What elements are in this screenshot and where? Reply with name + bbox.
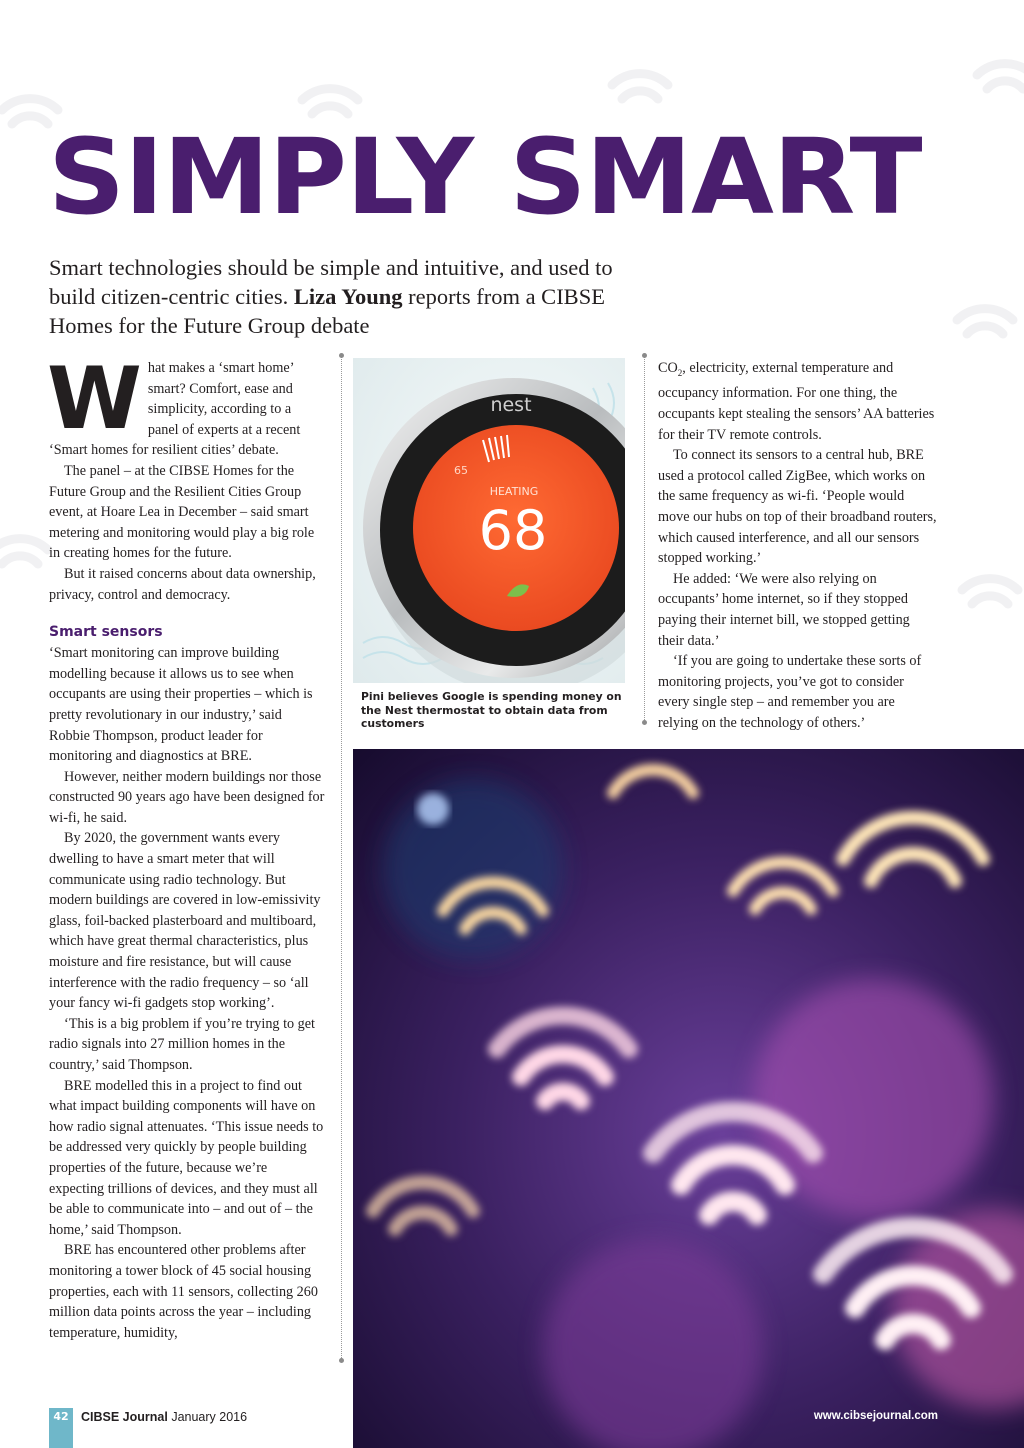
nest-temperature: 68 (478, 499, 548, 562)
paragraph: The panel – at the CIBSE Homes for the Future Group and the Resilient Cities Group event, at Hoare Lea in December – said smart metering and monitoring would play a big role in creating homes for the future. (49, 462, 315, 562)
footer-journal (81, 1410, 247, 1424)
footer-url[interactable]: www.cibsejournal.com (813, 1410, 938, 1422)
nest-brand: nest (490, 394, 532, 416)
photo-caption: Pini believes Google is spending money on the Nest thermostat to obtain data from customers (361, 690, 622, 730)
paragraph: ‘If you are going to undertake these sorts of monitoring projects, you’ve got to consider every single step – and remember you are relying on the technology of others.’ (658, 653, 922, 731)
nest-thermostat-photo (353, 358, 625, 683)
author-name: Liza Young (293, 284, 403, 309)
paragraph: ‘This is a big problem if you’re trying to get radio signals into 27 million homes in the country,’ said Thompson. (49, 1015, 315, 1073)
column-rule-left (341, 356, 343, 1360)
rule-end-dot (642, 720, 647, 725)
journal-name: CIBSE Journal (81, 1410, 168, 1424)
co2-subscript: 2 (677, 367, 683, 378)
page-number: 42 (53, 1410, 69, 1423)
nest-thermostat-illustration (353, 358, 625, 683)
paragraph-intro (47, 349, 325, 461)
nest-setpoint: 65 (454, 464, 468, 477)
standfirst-lead: Smart technologies should be simple and intuitive, and used to build citizen-centric cities. (49, 255, 613, 309)
paragraph (658, 358, 938, 445)
standfirst-tail: reports from a CIBSE Homes for the Future Group debate (49, 284, 605, 338)
paragraph: But it raised concerns about data ownership, privacy, control and democracy. (49, 565, 316, 603)
paragraph: However, neither modern buildings nor those constructed 90 years ago have been designed for wi-fi, he said. (49, 768, 325, 826)
drop-cap: W (47, 349, 142, 449)
paragraph: He added: ‘We were also relying on occupants’ home internet, so if they stopped paying their internet bill, we stopped getting their data.’ (658, 570, 910, 649)
wifi-bokeh-photo (353, 749, 1024, 1448)
nest-mode: HEATING (489, 485, 539, 498)
article-column-3 (658, 358, 938, 734)
paragraph: By 2020, the government wants every dwelling to have a smart meter that will communicate using radio technology. But modern buildings are covered in low-emissivity glass, foil-backed plasterboard and multiboard, which have great thermal characteristics, plus moisture and fire resistance, but will cause interference with the radio frequency – so ‘all your fancy wi-fi gadgets stop working’. (49, 830, 321, 1012)
issue-date: January 2016 (171, 1410, 248, 1424)
column-rule-right (644, 356, 646, 722)
subhead-smart-sensors: Smart sensors (49, 624, 163, 641)
rule-end-dot (642, 353, 647, 358)
rule-end-dot (339, 1358, 344, 1363)
paragraph: BRE has encountered other problems after monitoring a tower block of 45 social housing properties, each with 11 sensors, collecting 260 million data points across the year – including temperature, humidity, (49, 1242, 318, 1341)
paragraph: BRE modelled this in a project to find out what impact building components will have on how radio signal attenuates. ‘This issue needs to be addressed very quickly by people building properties of the future, because we’re expecting trillions of devices, and they must all be able to communicate into – and out of – the home,’ said Thompson. (49, 1077, 324, 1238)
rule-end-dot (339, 353, 344, 358)
wifi-bokeh-illustration (353, 749, 1024, 1448)
headline: SIMPLY SMART (48, 116, 922, 238)
co2-text: CO (658, 360, 678, 376)
paragraph: ‘Smart monitoring can improve building modelling because it allows us to see when occupants are using their properties – which is pretty revolutionary in our industry,’ said Robbie Thompson, product leader for monitoring and diagnostics at BRE. (49, 645, 313, 765)
paragraph: To connect its sensors to a central hub, BRE used a protocol called ZigBee, which works on the same frequency as wi-fi. ‘People would move our hubs on top of their broadband routers, which caused interference, and all our sensors stopped working.’ (658, 447, 937, 567)
paragraph-text: , electricity, external temperature and occupancy information. For one thing, the occupants kept stealing the sensors’ AA batteries for their TV remote controls. (658, 360, 935, 443)
standfirst (49, 253, 629, 340)
article-column-1 (47, 349, 325, 1343)
intro-text: hat makes a ‘smart home’ smart? Comfort, ease and simplicity, according to a panel of experts at a recent ‘Smart homes for resilient cities’ debate. (49, 360, 301, 459)
